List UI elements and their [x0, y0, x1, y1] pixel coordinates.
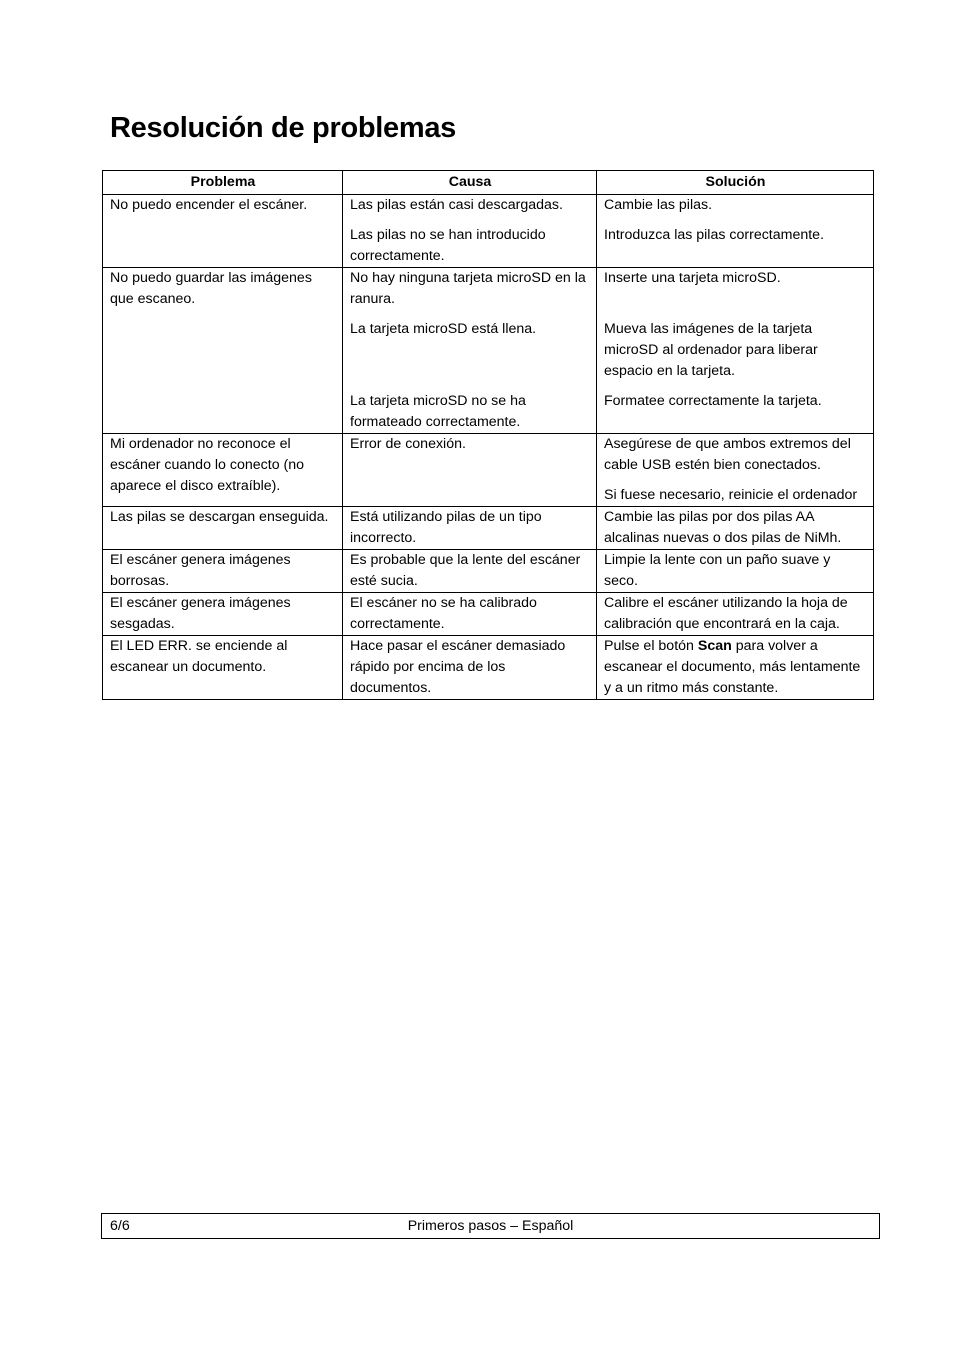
problem-cell [103, 550, 343, 593]
cause-text: Es probable que la lente del escáner esté sucia. [350, 552, 581, 589]
footer-title: Primeros pasos – Español [407, 1218, 574, 1234]
problem-text: No puedo encender el escáner. [110, 197, 308, 213]
scan-button-label: Scan [697, 638, 732, 654]
problem-text: El escáner genera imágenes borrosas. [110, 552, 291, 589]
cause-text: Error de conexión. [350, 436, 466, 452]
solution-cell [597, 636, 874, 700]
problem-text: Las pilas se descargan enseguida. [110, 509, 329, 525]
solution-cell [597, 195, 874, 268]
table-row [103, 195, 874, 268]
solution-text: Inserte una tarjeta microSD. [604, 270, 781, 286]
problem-text: Mi ordenador no reconoce el escáner cuando lo conecto (no aparece el disco extraíble). [110, 436, 305, 494]
solution-text: Asegúrese de que ambos extremos del cable USB estén bien conectados. [604, 436, 851, 473]
problem-cell [103, 593, 343, 636]
cause-text: La tarjeta microSD está llena. [350, 321, 537, 337]
solution-text: Mueva las imágenes de la tarjeta microSD al ordenador para liberar espacio en la tarjeta. [604, 321, 818, 379]
cause-text: Está utilizando pilas de un tipo incorrecto. [350, 509, 542, 546]
cause-text: El escáner no se ha calibrado correctamente. [350, 595, 537, 632]
solution-text: Formatee correctamente la tarjeta. [604, 393, 822, 409]
solution-text: Calibre el escáner utilizando la hoja de calibración que encontrará en la caja. [604, 595, 848, 632]
problem-cell [103, 636, 343, 700]
solution-text-after: para volver a escanear el documento, más lentamente y a un ritmo más constante. [604, 638, 861, 696]
solution-text [604, 636, 867, 699]
page-number: 6/6 [110, 1218, 130, 1234]
table-row [103, 636, 874, 700]
solution-text: Cambie las pilas por dos pilas AA alcalinas nuevas o dos pilas de NiMh. [604, 509, 842, 546]
problem-cell [103, 195, 343, 268]
cause-cell [343, 550, 597, 593]
problem-cell [103, 268, 343, 434]
problem-cell [103, 507, 343, 550]
problem-text: El LED ERR. se enciende al escanear un documento. [110, 638, 288, 675]
cause-text: Las pilas están casi descargadas. [350, 197, 563, 213]
solution-text: Limpie la lente con un paño suave y seco. [604, 552, 831, 589]
table-row [103, 268, 874, 434]
header-solution: Solución [597, 171, 874, 195]
table-row [103, 507, 874, 550]
cause-cell [343, 195, 597, 268]
table-row [103, 593, 874, 636]
header-problem: Problema [103, 171, 343, 195]
cause-cell [343, 507, 597, 550]
solution-cell [597, 434, 874, 507]
solution-cell [597, 507, 874, 550]
cause-cell [343, 636, 597, 700]
page-title: Resolución de problemas [110, 112, 457, 144]
table-header-row [103, 171, 874, 195]
cause-text: Hace pasar el escáner demasiado rápido por encima de los documentos. [350, 638, 566, 696]
cause-cell [343, 593, 597, 636]
problem-text: No puedo guardar las imágenes que escaneo. [110, 270, 312, 307]
cause-cell [343, 268, 597, 434]
header-cause: Causa [343, 171, 597, 195]
troubleshooting-table [102, 170, 874, 700]
cause-text: Las pilas no se han introducido correctamente. [350, 227, 546, 264]
table-row [103, 434, 874, 507]
cause-text: No hay ninguna tarjeta microSD en la ranura. [350, 270, 586, 307]
solution-text: Introduzca las pilas correctamente. [604, 227, 825, 243]
cause-cell [343, 434, 597, 507]
solution-cell [597, 593, 874, 636]
cause-text: La tarjeta microSD no se ha formateado correctamente. [350, 393, 526, 430]
solution-text: Cambie las pilas. [604, 197, 713, 213]
page-footer [101, 1213, 880, 1239]
problem-text: El escáner genera imágenes sesgadas. [110, 595, 291, 632]
solution-cell [597, 550, 874, 593]
problem-cell [103, 434, 343, 507]
solution-cell [597, 268, 874, 434]
solution-text-before: Pulse el botón [604, 638, 698, 654]
solution-text: Si fuese necesario, reinicie el ordenador [604, 487, 858, 503]
table-row [103, 550, 874, 593]
